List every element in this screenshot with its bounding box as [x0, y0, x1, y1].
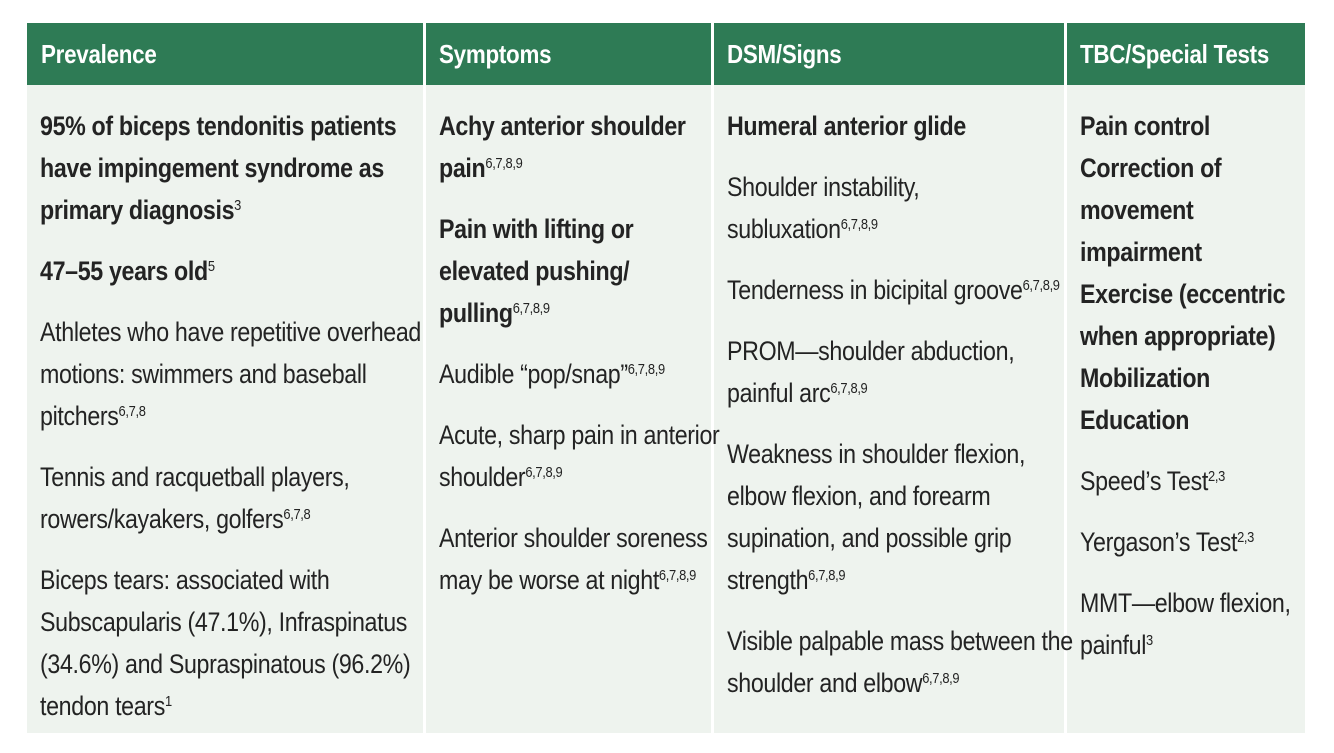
cell-entry [40, 250, 435, 292]
entry-text: Acute, sharp pain in anterior shoulder [439, 420, 720, 492]
cell-entry [1080, 273, 1317, 357]
entry-text: MMT—elbow flexion, painful [1080, 588, 1291, 660]
entry-text: Weakness in shoulder flexion, elbow flexion, and forearm supination, and possible grip strength [727, 439, 1026, 595]
cell-entry [439, 353, 723, 395]
cell-entry [40, 105, 435, 231]
cell-entry [439, 208, 723, 334]
reference-superscript: 6,7,8,9 [485, 155, 523, 172]
reference-superscript: 6,7,8,9 [830, 380, 868, 397]
entry-text: Exercise (eccentric when appropriate) [1080, 279, 1286, 351]
entry-text: Achy anterior shoulder pain [439, 111, 686, 183]
header-symptoms [425, 23, 711, 85]
header-label: TBC/Special Tests [1080, 39, 1270, 69]
entry-text: PROM—shoulder abduction, painful arc [727, 336, 1015, 408]
entry-text: Audible “pop/snap” [439, 359, 628, 389]
cell-entry [727, 269, 1076, 311]
reference-superscript: 6,7,8 [283, 506, 311, 523]
prevalence-cell [40, 105, 435, 746]
entry-text: Shoulder instability, subluxation [727, 172, 920, 244]
entry-text: Pain control [1080, 111, 1211, 141]
cell-entry [1080, 357, 1317, 399]
entry-text: Humeral anterior glide [727, 111, 966, 141]
header-dsm-signs [713, 23, 1064, 85]
entry-text: 47–55 years old [40, 256, 208, 286]
entry-text: Tennis and racquetball players, rowers/kayakers, golfers [40, 462, 350, 534]
reference-superscript: 1 [164, 693, 172, 710]
entry-text: Pain with lifting or elevated pushing/ pulling [439, 214, 634, 328]
reference-superscript: 6,7,8,9 [808, 567, 846, 584]
cell-entry [439, 105, 723, 189]
cell-entry [1080, 105, 1317, 147]
reference-superscript: 6,7,8,9 [840, 216, 878, 233]
reference-superscript: 6,7,8,9 [658, 567, 696, 584]
cell-entry [1080, 460, 1317, 502]
header-label: Symptoms [439, 39, 552, 69]
reference-superscript: 6,7,8,9 [1022, 277, 1060, 294]
column-prevalence [27, 85, 423, 733]
reference-superscript: 6,7,8,9 [512, 300, 550, 317]
cell-entry [40, 456, 435, 540]
entry-text: Correction of movement impairment [1080, 153, 1222, 267]
cell-entry [1080, 147, 1317, 273]
symptoms-cell [439, 105, 723, 620]
clinical-table [27, 23, 1305, 733]
reference-superscript: 3 [234, 197, 242, 214]
cell-entry [727, 105, 1076, 147]
cell-entry [439, 517, 723, 601]
reference-superscript: 6,7,8,9 [627, 361, 665, 378]
dsm-signs-cell [727, 105, 1076, 723]
cell-entry [1080, 399, 1317, 441]
cell-entry [727, 620, 1076, 704]
cell-entry [439, 414, 723, 498]
cell-entry [1080, 521, 1317, 563]
reference-superscript: 5 [207, 258, 215, 275]
header-label: Prevalence [41, 39, 157, 69]
column-symptoms [426, 85, 720, 733]
entry-text: Visible palpable mass between the shoulder and elbow [727, 626, 1073, 698]
cell-entry [727, 433, 1076, 601]
cell-entry [40, 311, 435, 437]
column-dsm-signs [714, 85, 1073, 733]
entry-text: Speed’s Test [1080, 466, 1208, 496]
entry-text: Education [1080, 405, 1190, 435]
reference-superscript: 3 [1146, 632, 1153, 649]
header-prevalence [27, 23, 425, 85]
tbc-cell [1080, 105, 1317, 685]
entry-text: Anterior shoulder soreness may be worse at night [439, 523, 708, 595]
cell-entry [727, 166, 1076, 250]
entry-text: 95% of biceps tendonitis patients have impingement syndrome as primary diagnosis [40, 111, 397, 225]
cell-entry [1080, 582, 1317, 666]
entry-text: Mobilization [1080, 363, 1211, 393]
entry-text: Biceps tears: associated with Subscapularis (47.1%), Infraspinatus (34.6%) and Supraspinatous (96.2%) tendon tears [40, 565, 411, 721]
reference-superscript: 6,7,8,9 [525, 464, 563, 481]
cell-entry [727, 330, 1076, 414]
reference-superscript: 6,7,8,9 [922, 670, 960, 687]
header-tbc-special-tests [1066, 23, 1305, 85]
cell-entry [40, 559, 435, 727]
header-label: DSM/Signs [727, 39, 842, 69]
entry-text: Yergason’s Test [1080, 527, 1238, 557]
entry-text: Tenderness in bicipital groove [727, 275, 1023, 305]
reference-superscript: 2,3 [1237, 529, 1254, 546]
column-tbc-special-tests [1067, 85, 1305, 733]
entry-text: Athletes who have repetitive overhead motions: swimmers and baseball pitchers [40, 317, 421, 431]
reference-superscript: 2,3 [1207, 468, 1225, 485]
reference-superscript: 6,7,8 [118, 403, 146, 420]
